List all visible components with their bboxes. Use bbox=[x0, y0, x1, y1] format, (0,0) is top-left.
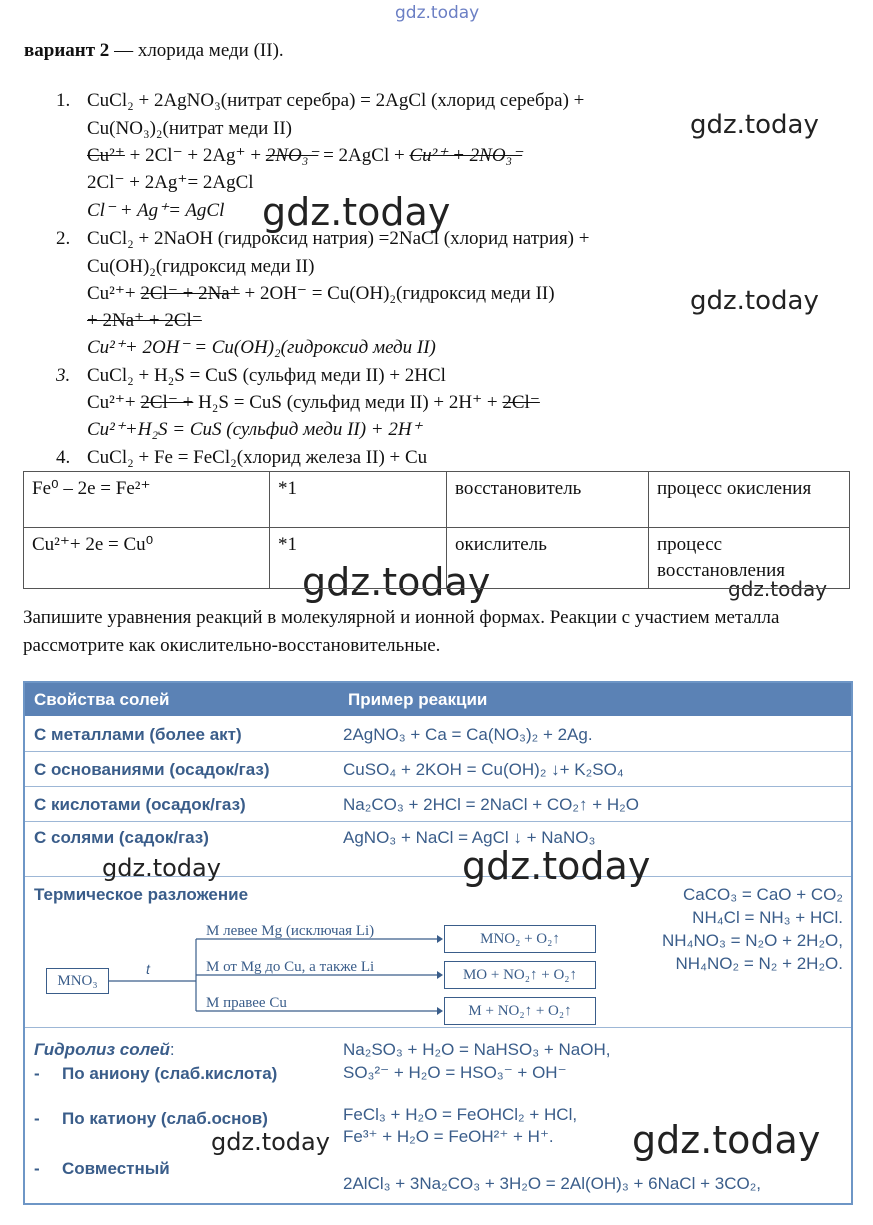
property-row bbox=[25, 822, 851, 888]
struck-term: 2NO₃⁻ bbox=[265, 145, 319, 166]
struck-term: 2Cl⁻ + bbox=[140, 392, 194, 413]
struck-term: Cu²⁺ + 2NO₃⁻ bbox=[409, 145, 523, 166]
list-dash: - bbox=[34, 1109, 40, 1128]
table-cell: процесс окисления bbox=[649, 472, 850, 528]
reaction-1-line-4: 2Cl⁻ + 2Ag⁺= 2AgCl bbox=[87, 172, 254, 193]
hydrolysis-joint-label: Совместный bbox=[62, 1159, 170, 1178]
reaction-2-short-ionic: Cu²⁺+ 2OH⁻ = Cu(OH)₂(гидроксид меди II) bbox=[87, 337, 436, 358]
watermark: gdz.today bbox=[632, 1118, 821, 1162]
variant-subject: — хлорида меди (II). bbox=[109, 40, 284, 61]
thermal-equation: NH₄NO₃ = N₂O + 2H₂O, bbox=[661, 931, 843, 950]
ionic-term: Cu²⁺+ bbox=[87, 283, 141, 304]
ionic-term: + 2Cl⁻ + 2Ag⁺ + bbox=[124, 145, 266, 166]
reaction-1-line-2: Cu(NO₃)₂(нитрат меди II) bbox=[87, 118, 292, 139]
reaction-3-full-ionic bbox=[87, 392, 540, 414]
hydrolysis-cation-label: По катиону (слаб.основ) bbox=[62, 1109, 268, 1128]
list-dash: - bbox=[34, 1159, 40, 1178]
reaction-1-line-1: CuCl₂ + 2AgNO₃(нитрат серебра) = 2AgCl (хлорид серебра) + bbox=[87, 90, 585, 111]
hydrolysis-joint bbox=[34, 1159, 170, 1179]
variant-heading bbox=[24, 40, 284, 62]
ionic-term: H₂S = CuS (сульфид меди II) + 2H⁺ + bbox=[193, 392, 503, 413]
property-label: С солями (садок/газ) bbox=[34, 828, 209, 847]
source-formula-box: MNO₃ bbox=[46, 968, 109, 994]
joint-equation: 2AlCl₃ + 3Na₂CO₃ + 3H₂O = 2Al(OH)₃ + 6NaCl + 3CO₂, bbox=[343, 1174, 762, 1193]
temperature-label: t bbox=[146, 961, 150, 977]
property-row bbox=[25, 752, 851, 787]
reaction-2-number: 2. bbox=[56, 228, 71, 249]
variant-label: вариант 2 bbox=[24, 40, 110, 61]
property-equation: CuSO₄ + 2KOH = Cu(OH)₂ ↓+ K₂SO₄ bbox=[343, 760, 624, 779]
table-cell: Cu²⁺+ 2e = Cu⁰ bbox=[24, 528, 270, 589]
ionic-term: Cu²⁺+ bbox=[87, 392, 141, 413]
table-cell: окислитель bbox=[447, 528, 649, 589]
redox-table bbox=[23, 471, 850, 589]
property-equation: 2AgNO₃ + Ca = Ca(NO₃)₂ + 2Ag. bbox=[343, 725, 593, 744]
property-row bbox=[25, 787, 851, 822]
table-cell: восстановитель bbox=[447, 472, 649, 528]
branch-condition: M от Mg до Cu, а также Li bbox=[206, 959, 375, 975]
property-equation: Na₂CO₃ + 2HCl = 2NaCl + CO₂↑ + H₂O bbox=[343, 795, 639, 814]
product-box: MNO₂ + O₂↑ bbox=[444, 925, 596, 953]
table-row bbox=[24, 472, 850, 528]
thermal-equation: CaCO₃ = CaO + CO₂ bbox=[683, 885, 843, 904]
hydrolysis-title: Гидролиз солей bbox=[34, 1040, 170, 1059]
panel-header bbox=[25, 683, 851, 716]
reaction-2-line-1: CuCl₂ + 2NaOH (гидроксид натрия) =2NaCl (хлорид натрия) + bbox=[87, 228, 590, 249]
reaction-4-number: 4. bbox=[56, 447, 71, 468]
table-row bbox=[24, 528, 850, 589]
struck-term: 2Cl⁻ bbox=[502, 392, 540, 413]
instruction-text: Запишите уравнения реакций в молекулярной и ионной формах. Реакции с участием металла рассмотрите как окислительно-восстановительные. bbox=[23, 607, 780, 656]
hydrolysis-label bbox=[34, 1040, 175, 1060]
reaction-1-number: 1. bbox=[56, 90, 71, 111]
anion-equation-2: SO₃²⁻ + H₂O = HSO₃⁻ + OH⁻ bbox=[343, 1063, 567, 1082]
property-label: С основаниями (осадок/газ) bbox=[34, 760, 270, 779]
watermark: gdz.today bbox=[302, 560, 491, 604]
thermal-label: Термическое разложение bbox=[34, 885, 249, 904]
reaction-1-full-ionic bbox=[87, 145, 522, 167]
hydrolysis-anion-label: По аниону (слаб.кислота) bbox=[62, 1064, 278, 1083]
header-example: Пример реакции bbox=[348, 690, 488, 709]
reaction-4-line-1: CuCl₂ + Fe = FeCl₂(хлорид железа II) + Cu bbox=[87, 447, 428, 468]
table-cell: *1 bbox=[270, 472, 447, 528]
thermal-row bbox=[25, 877, 851, 1028]
table-cell: *1 bbox=[270, 528, 447, 589]
cation-equation-1: FeCl₃ + H₂O = FeOHCl₂ + HCl, bbox=[343, 1105, 578, 1124]
anion-equation-1: Na₂SO₃ + H₂O = NaHSO₃ + NaOH, bbox=[343, 1040, 611, 1059]
watermark: gdz.today bbox=[690, 286, 819, 316]
struck-term: Cu²⁺ bbox=[87, 145, 125, 166]
reaction-3-number: 3. bbox=[56, 365, 71, 386]
cation-equation-2: Fe³⁺ + H₂O = FeOH²⁺ + H⁺. bbox=[343, 1127, 554, 1146]
watermark-top: gdz.today bbox=[395, 3, 480, 23]
reaction-2-line-2: Cu(OH)₂(гидроксид меди II) bbox=[87, 256, 315, 277]
hydrolysis-colon: : bbox=[169, 1040, 175, 1059]
watermark: gdz.today bbox=[262, 190, 451, 234]
table-cell: процесс восстановления bbox=[649, 528, 850, 589]
property-label: С металлами (более акт) bbox=[34, 725, 242, 744]
product-box: MO + NO₂↑ + O₂↑ bbox=[444, 961, 596, 989]
reaction-3-line-1: CuCl₂ + H₂S = CuS (сульфид меди II) + 2HCl bbox=[87, 365, 446, 386]
reaction-3-short-ionic: Cu²⁺+H₂S = CuS (сульфид меди II) + 2H⁺ bbox=[87, 419, 422, 440]
property-row bbox=[25, 717, 851, 752]
ionic-term: = 2AgCl + bbox=[318, 145, 410, 166]
watermark: gdz.today bbox=[462, 844, 651, 888]
property-equation: AgNO₃ + NaCl = AgCl ↓ + NaNO₃ bbox=[343, 828, 596, 847]
reaction-2-full-ionic bbox=[87, 283, 555, 305]
ionic-term: + 2OH⁻ = Cu(OH)₂(гидроксид меди II) bbox=[239, 283, 555, 304]
hydrolysis-section bbox=[25, 1028, 851, 1203]
struck-term: 2Cl⁻ + 2Na⁺ bbox=[140, 283, 240, 304]
reaction-2-line-4: + 2Na⁺ + 2Cl⁻ bbox=[87, 310, 202, 331]
watermark: gdz.today bbox=[102, 854, 221, 882]
header-properties: Свойства солей bbox=[34, 690, 170, 709]
table-cell: Fe⁰ – 2e = Fe²⁺ bbox=[24, 472, 270, 528]
thermal-equation: NH₄Cl = NH₃ + HCl. bbox=[692, 908, 843, 927]
thermal-equations bbox=[662, 883, 843, 975]
branch-condition: M правее Cu bbox=[206, 995, 287, 1011]
reaction-1-short-ionic: Cl⁻ + Ag⁺= AgCl bbox=[87, 200, 225, 221]
branch-condition: M левее Mg (исключая Li) bbox=[206, 923, 375, 939]
thermal-equation: NH₄NO₂ = N₂ + 2H₂O. bbox=[675, 954, 843, 973]
salt-properties-panel bbox=[23, 681, 853, 1205]
watermark: gdz.today bbox=[728, 577, 828, 601]
property-label: С кислотами (осадок/газ) bbox=[34, 795, 246, 814]
product-box: M + NO₂↑ + O₂↑ bbox=[444, 997, 596, 1025]
hydrolysis-cation bbox=[34, 1109, 268, 1129]
list-dash: - bbox=[34, 1064, 40, 1083]
watermark: gdz.today bbox=[690, 110, 819, 140]
watermark: gdz.today bbox=[211, 1128, 330, 1156]
hydrolysis-anion bbox=[34, 1064, 277, 1084]
